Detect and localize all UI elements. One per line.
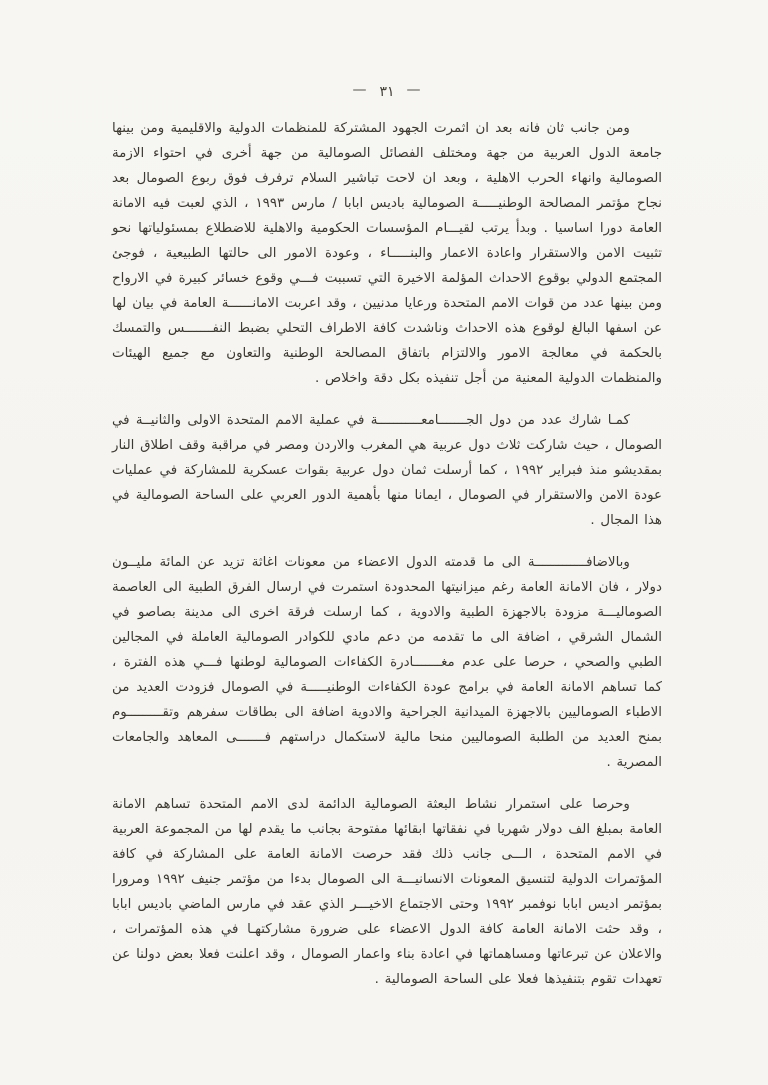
paragraph-3: وبالاضافـــــــــــــة الى ما قدمته الدول الاعضاء من معونات اغاثة تزيد عن المائة مليــون دولار ، فان الامانة العامة رغم ميزانيتها المحدودة استمرت في ارسال الفرق الطبية الى العاصمة الصوماليـــة مزودة بالاجهزة الطبية والادوية ، كما ارسلت فرقة اخرى الى مدينة بصاصو في الشمال الشرقي ، اضافة الى ما تقدمه من دعم مادي للكوادر الصومالية العاملة في المجالين الطبي والصحي ، حرصا على عدم مغـــــــادرة الكفاءات الصومالية لوطنها فـــي هذه الفترة ، كما تساهم الامانة العامة في برامج عودة الكفاءات الوطنيـــــة في الصومال فزودت العديد من الاطباء الصوماليين بالاجهزة الميدانية الجراحية والادوية اضافة الى بطاقات سفرهم وتقـــــــــوم بمنح العديد من الطلبة الصوماليين منحا مالية لاستكمال دراستهم فـــــــى المعاهد والجامعات المصرية . [112,555,662,770]
page-number [112,84,662,100]
paragraph-1: ومن جانب ثان فانه بعد ان اثمرت الجهود المشتركة للمنظمات الدولية والاقليمية ومن بينها جامعة الدول العربية من جهة ومختلف الفصائل الصومالية من جهة أخرى في احتواء الازمة الصومالية وانهاء الحرب الاهلية ، وبعد ان لاحت تباشير السلام ترفرف فوق ربوع الصومال بعد نجاح مؤتمر المصالحة الوطنيـــــة الصومالية باديس ابابا / مارس ١٩٩٣ ، الذي لعبت فيه الامانة العامة دورا اساسيا . وبدأ يرتب لقيـــام المؤسسات الحكومية والاهلية للاضطلاع بمسئولياتها نحو تثبيت الامن والاستقرار واعادة الاعمار والبنـــــاء ، وعودة الامور الى حالتها الطبيعية ، فوجئ المجتمع الدولي بوقوع الاحداث المؤلمة الاخيرة التي تسببت فـــي وقوع خسائر كبيرة في الارواح ومن بينها عدد من قوات الامم المتحدة ورعايا مدنيين ، وقد اعربت الامانــــــة العامة في بيان لها عن اسفها البالغ لوقوع هذه الاحداث وناشدت كافة الاطراف التحلي بضبط النفـــــــس والتمسك بالحكمة في معالجة الامور والالتزام باتفاق المصالحة الوطنية والتعاون مع جميع الهيئات والمنظمات الدولية المعنية من أجل تنفيذه بكل دقة واخلاص . [112,121,663,386]
page-number-value: ٣١ [379,84,395,100]
page-number-dash-right: — [352,82,368,98]
paragraph-2: كمـا شارك عدد من دول الجـــــــامعـــــــــــة في عملية الامم المتحدة الاولى والثانيــة في الصومال ، حيث شاركت ثلاث دول عربية هي المغرب والاردن ومصر في مراقبة وقف اطلاق النار بمقديشو منذ فبراير ١٩٩٢ ، كما أرسلت ثمان دول عربية بقوات عسكرية للمشاركة في عمليات عودة الامن والاستقرار في الصومال ، ايمانا منها بأهمية الدور العربي على الساحة الصومالية في هذا المجال . [112,413,662,528]
document-body [112,116,662,992]
page-number-dash-left: — [406,82,422,98]
paragraph-4: وحرصا على استمرار نشاط البعثة الصومالية الدائمة لدى الامم المتحدة تساهم الامانة العامة بمبلغ الف دولار شهريا في نفقاتها ابقائها مفتوحة بجانب ما يقدم لها من المجموعة العربية في الامم المتحدة ، الـــى جانب ذلك فقد حرصت الامانة العامة على المشاركة في كافة المؤتمرات الدولية لتنسيق المعونات الانسانيـــة الى الصومال بدءا من مؤتمر جنيف ١٩٩٢ ومرورا بمؤتمر اديس ابابا نوفمبر ١٩٩٢ وحتى الاجتماع الاخيـــر الذي عقد في مارس الماضي باديس ابابا ، وقد حثت الامانة العامة كافة الدول الاعضاء على ضرورة مشاركتهـا في هذه المؤتمرات ، والاعلان عن تبرعاتها ومساهماتها في اعادة بناء واعمار الصومال ، وقد اعلنت فعلا بعض دولنا عن تعهدات تقوم بتنفيذها فعلا على الساحة الصومالية . [112,797,662,987]
